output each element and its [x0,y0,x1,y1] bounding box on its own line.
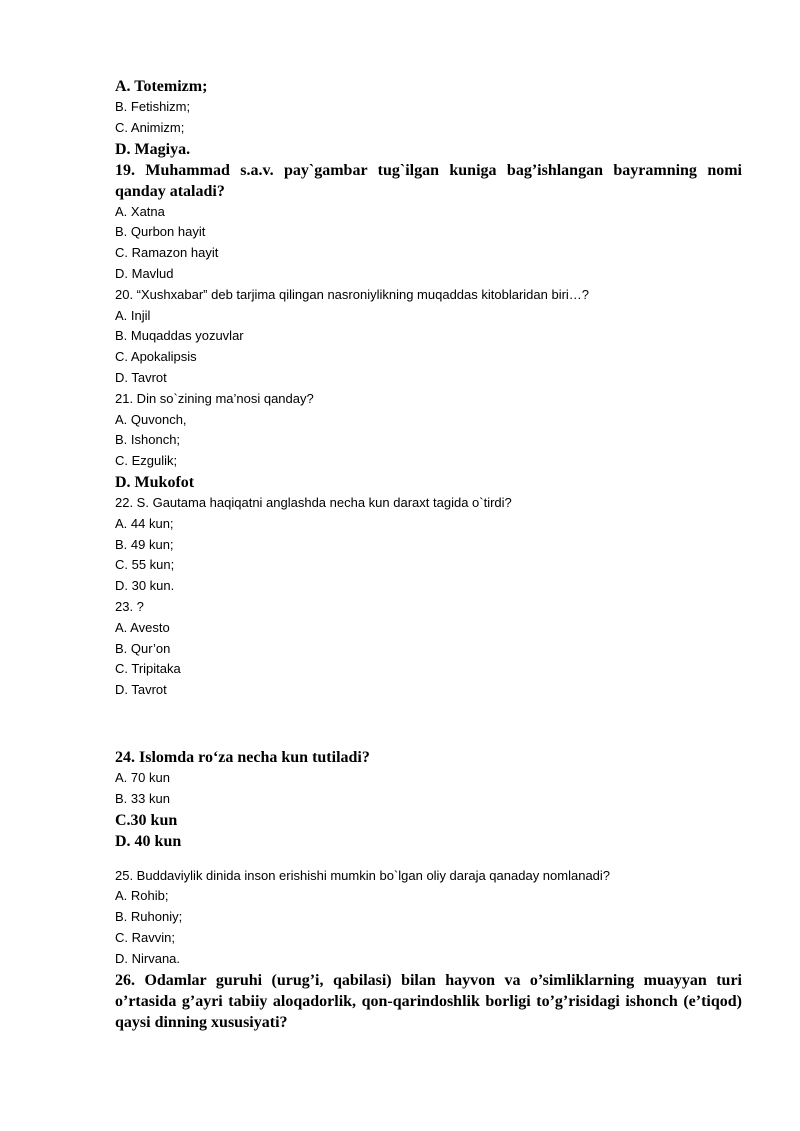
q18-option-b: B. Fetishizm; [115,99,191,114]
q20-option-a: A. Injil [115,307,151,323]
q19-option-b: B. Qurbon hayit [115,224,206,240]
blank-spacer [115,701,742,743]
q24-option-d: D. 40 kun [115,832,182,850]
q24-option-b: B. 33 kun [115,790,170,806]
q19-question: 19. Muhammad s.a.v. pay`gambar tug`ilgan kuniga bag’ishlangan bayramning nomi qanday ataladi? [115,161,742,200]
q23-option-c: C. Tripitaka [115,661,181,677]
q23-question: 23. ? [115,598,144,614]
q24-option-a: A. 70 kun [115,769,170,785]
q21-question: 21. Din so`zining ma’nosi qanday? [115,390,314,406]
q21-option-b: B. Ishonch; [115,432,181,448]
test-document [115,76,742,1033]
q24-question: 24. Islomda ro‘za necha kun tutiladi? [115,748,370,766]
q26-question: 26. Odamlar guruhi (urug’i, qabilasi) bilan hayvon va o’simliklarning muayyan turi o’rtasida g’ayri tabiiy aloqadorlik, qon-qarindoshlik borligi to’g’risidagi ishonch (e’tiqod) qaysi dinning xususiyati? [115,971,742,1031]
q19-option-c: C. Ramazon hayit [115,245,219,261]
q18-option-c: C. Animizm; [115,119,185,135]
q22-option-d: D. 30 kun. [115,578,175,594]
q19-option-d: D. Mavlud [115,265,174,281]
q20-question: 20. “Xushxabar” deb tarjima qilingan nasroniylikning muqaddas kitoblaridan biri…? [115,286,590,302]
q22-option-b: B. 49 kun; [115,536,174,552]
q20-option-b: B. Muqaddas yozuvlar [115,328,244,344]
q19-option-a: A. Xatna [115,203,165,219]
q20-option-c: C. Apokalipsis [115,349,197,365]
q25-option-b: B. Ruhoniy; [115,909,183,925]
q21-option-d: D. Mukofot [115,473,195,491]
q21-option-c: C. Ezgulik; [115,453,178,469]
q24-option-c: C.30 kun [115,811,178,829]
q20-option-d: D. Tavrot [115,369,167,385]
q18-option-a: A. Totemizm; [115,78,208,95]
q22-option-c: C. 55 kun; [115,557,175,573]
q22-option-a: A. 44 kun; [115,515,174,531]
q23-option-d: D. Tavrot [115,682,167,698]
q25-option-a: A. Rohib; [115,888,169,904]
q21-option-a: A. Quvonch, [115,411,187,427]
q23-option-b: B. Qur’on [115,640,171,656]
q25-question: 25. Buddaviylik dinida inson erishishi mumkin bo`lgan oliy daraja qanaday nomlanadi? [115,867,611,883]
q23-option-a: A. Avesto [115,619,170,635]
q25-option-d: D. Nirvana. [115,950,181,966]
q25-option-c: C. Ravvin; [115,929,175,945]
q18-option-d: D. Magiya. [115,140,191,158]
q22-question: 22. S. Gautama haqiqatni anglashda necha kun daraxt tagida o`tirdi? [115,494,512,510]
blank-spacer [115,852,742,866]
